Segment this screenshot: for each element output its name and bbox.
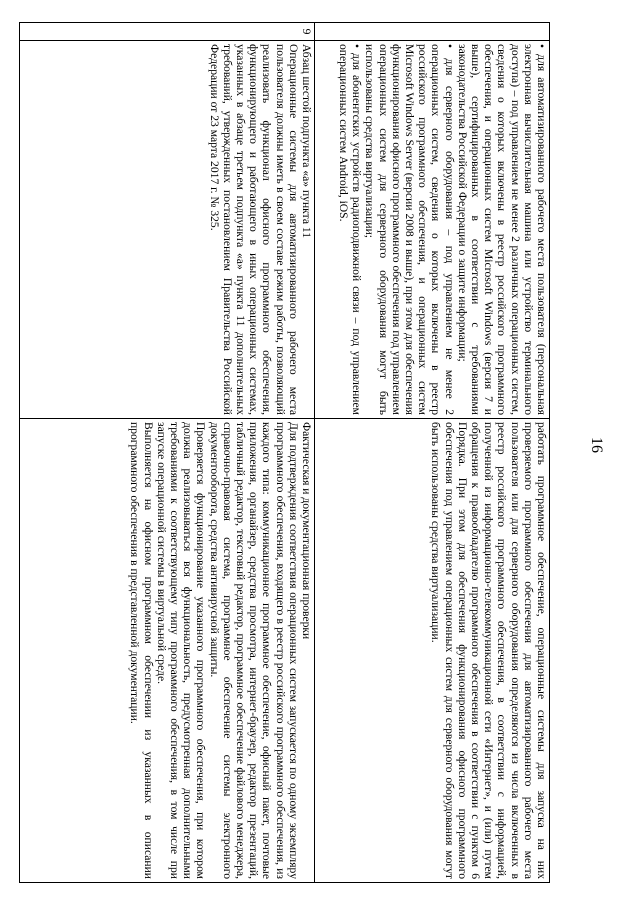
requirement-paragraph: • для абонентских устройств радиоподвижной связи – под управлением операционных систем Android, iOS.	[336, 44, 364, 415]
requirement-cell	[20, 41, 315, 419]
requirement-paragraph: Абзац шестой подпункта «а» пункта 11	[300, 44, 313, 239]
verification-cell	[20, 419, 315, 883]
requirements-table	[19, 22, 550, 883]
verification-paragraph: Проверяется функционирование указанного программного обеспечения, при котором должна реализовываться вся функциональность, предусмотренная дополнительными требованиями к соответствующему типу программного обеспечения, в том числе при запуске операционной системы в виртуальной среде.	[154, 422, 208, 879]
requirement-paragraph: • для автоматизированного рабочего места пользователя (персональная электронная вычислительная машина или устройство терминального доступа) – под управлением не менее 2 различных операционных систем, сведения о которых включены в реестр российского программного обеспечения, и операционных систем Microsoft Windows (версия 7 и выше), сертифицированных в соответствии с требованиями законодательства Российской Федерации о защите информации;	[455, 44, 548, 415]
page-number: 16	[588, 437, 605, 453]
requirement-paragraph: • для серверного оборудования – под управлением не менее 2 операционных систем, сведения о которых включены в реестр российского программного обеспечения, и операционных систем Microsoft Windows Server (версии 2008 и выше), при этом для обеспечения функционирования офисного программного обеспечения под управлением операционных систем для серверного оборудования могут быть использованы средства виртуализации;	[363, 44, 456, 415]
verification-paragraph: Выполняется на офисном программном обеспечении из указанных в описании программного обеспечения в представленной документации.	[128, 422, 155, 879]
row-number-cell: 9	[20, 23, 315, 41]
table-row	[20, 23, 315, 883]
verification-paragraph: работать программное обеспечение, операционные системы для запуска на них проверяемого программного обеспечения для автоматизированного рабочего места пользователя или для серверного оборудования определяются из числа включенных в реестр российского программного обеспечения, в соответствии с информацией, полученной из информационно-телекоммуникационной сети «Интернет», и (или) путем обращения к правообладателю программного обеспечения в соответствии с пунктом 6 Порядка. При этом для обеспечения функционирования офисного программного обеспечения под управлением операционных систем для серверного оборудования могут быть использованы средства виртуализации.	[429, 422, 548, 879]
verification-cell	[315, 419, 550, 883]
row-number-cell	[315, 23, 550, 41]
rotated-page-content	[0, 22, 560, 882]
table-row	[315, 23, 550, 883]
requirement-cell	[315, 41, 550, 419]
verification-paragraph: Для подтверждения соответствия операционных систем запускается по одному экземпляру программного обеспечения, входящего в реестр российского программного обеспечения, из каждого типа: коммуникационное программное обеспечение, офисный пакет, почтовые приложения, органайзер, средства просмотра, интернет-браузер, редактор презентаций, табличный редактор, текстовый редактор, программное обеспечение файлового менеджера, справочно-правовая система, программное обеспечение системы электронного документооборота, средства антивирусной защиты.	[207, 422, 300, 879]
verification-paragraph: Фактическая и документационная проверки	[300, 422, 313, 640]
requirement-paragraph: Операционные системы для автоматизированного рабочего места пользователя должны иметь в своем составе режим работы, позволяющий реализовать функционал офисного программного обеспечения, функционирующего и работающего в иных операционных системах, указанных в абзаце третьем подпункта «а» пункта 11 дополнительных требований, утвержденных постановлением Правительства Российской Федерации от 23 марта 2017 г. № 325.	[207, 44, 300, 415]
